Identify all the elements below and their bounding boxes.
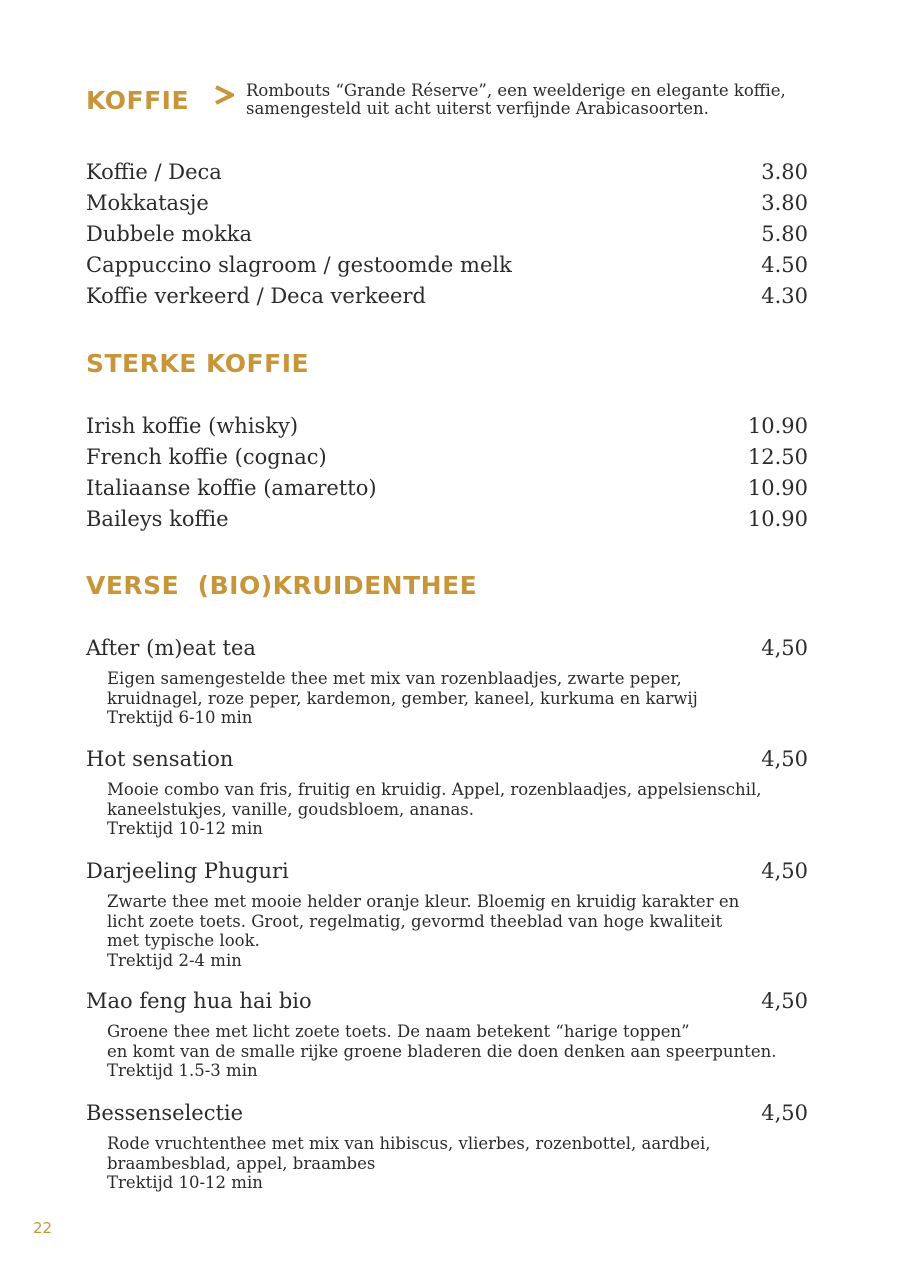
menu-item xyxy=(86,744,808,776)
description-line: licht zoete toets. Groot, regelmatig, gevormd theeblad van hoge kwaliteit xyxy=(107,911,723,931)
item-price: 3.80 xyxy=(761,160,808,184)
item-price: 4,50 xyxy=(761,747,808,771)
item-name: French koffie (cognac) xyxy=(86,445,327,469)
item-description xyxy=(107,669,808,728)
item-description xyxy=(107,1134,808,1193)
item-name: Koffie / Deca xyxy=(86,160,222,184)
description-line: Groene thee met licht zoete toets. De naam betekent “harige toppen” xyxy=(107,1022,690,1041)
menu-item xyxy=(86,473,808,504)
koffie-list xyxy=(86,157,808,312)
description-line: Trektijd 2-4 min xyxy=(107,951,242,971)
item-price: 4.50 xyxy=(761,253,808,277)
description-line: en komt van de smalle rijke groene bladeren die doen denken aan speerpunten. xyxy=(107,1041,777,1061)
item-price: 10.90 xyxy=(747,414,808,438)
item-name: Mao feng hua hai bio xyxy=(86,989,312,1013)
tea-item xyxy=(86,986,808,1081)
description-line: kruidnagel, roze peper, kardemon, gember, kaneel, kurkuma en karwij xyxy=(107,688,698,708)
description-line: Eigen samengestelde thee met mix van rozenblaadjes, zwarte peper, xyxy=(107,669,682,688)
item-name: Koffie verkeerd / Deca verkeerd xyxy=(86,284,426,308)
description-line: Trektijd 1.5-3 min xyxy=(107,1061,258,1081)
item-name: Bessenselectie xyxy=(86,1101,244,1125)
item-price: 4.30 xyxy=(761,284,808,308)
description-line: Trektijd 10-12 min xyxy=(107,819,263,839)
item-description xyxy=(107,892,808,971)
description-line: Mooie combo van fris, fruitig en kruidig. Appel, rozenblaadjes, appelsienschil, xyxy=(107,780,762,799)
item-name: After (m)eat tea xyxy=(86,636,256,660)
item-price: 10.90 xyxy=(747,507,808,531)
item-price: 4,50 xyxy=(761,636,808,660)
item-price: 4,50 xyxy=(761,1101,808,1125)
item-price: 3.80 xyxy=(761,191,808,215)
tea-item xyxy=(86,1098,808,1193)
menu-item xyxy=(86,633,808,665)
menu-item xyxy=(86,157,808,188)
description-line: met typische look. xyxy=(107,931,260,951)
section-title-thee: VERSE (BIO)KRUIDENTHEE xyxy=(86,571,478,600)
item-name: Mokkatasje xyxy=(86,191,209,215)
item-name: Dubbele mokka xyxy=(86,222,253,246)
item-price: 12.50 xyxy=(747,445,808,469)
menu-item xyxy=(86,1098,808,1130)
item-name: Darjeeling Phuguri xyxy=(86,859,289,883)
koffie-intro-text xyxy=(246,82,826,118)
menu-item xyxy=(86,188,808,219)
description-line: kaneelstukjes, vanille, goudsbloem, ananas. xyxy=(107,799,475,819)
menu-item xyxy=(86,411,808,442)
item-name: Hot sensation xyxy=(86,747,234,771)
sterke-koffie-list xyxy=(86,411,808,535)
description-line: Zwarte thee met mooie helder oranje kleur. Bloemig en kruidig karakter en xyxy=(107,892,740,911)
intro-line: Rombouts “Grande Réserve”, een weelderige en elegante koffie, xyxy=(246,81,786,100)
item-name: Cappuccino slagroom / gestoomde melk xyxy=(86,253,512,277)
menu-item xyxy=(86,504,808,535)
item-description xyxy=(107,1022,808,1081)
item-name: Baileys koffie xyxy=(86,507,229,531)
page-number: 22 xyxy=(33,1219,53,1237)
chevron-right-icon xyxy=(214,84,234,106)
description-line: Rode vruchtenthee met mix van hibiscus, vlierbes, rozenbottel, aardbei, xyxy=(107,1134,711,1153)
section-title-sterke-koffie: STERKE KOFFIE xyxy=(86,349,310,378)
menu-item xyxy=(86,281,808,312)
item-price: 10.90 xyxy=(747,476,808,500)
tea-item xyxy=(86,856,808,971)
item-price: 4,50 xyxy=(761,989,808,1013)
section-title-koffie: KOFFIE xyxy=(86,86,190,115)
menu-item xyxy=(86,219,808,250)
tea-item xyxy=(86,633,808,728)
intro-line: samengesteld uit acht uiterst verfijnde Arabicasoorten. xyxy=(246,99,709,118)
menu-item xyxy=(86,250,808,281)
item-name: Irish koffie (whisky) xyxy=(86,414,299,438)
item-price: 4,50 xyxy=(761,859,808,883)
description-line: Trektijd 6-10 min xyxy=(107,708,253,728)
item-name: Italiaanse koffie (amaretto) xyxy=(86,476,377,500)
description-line: Trektijd 10-12 min xyxy=(107,1173,263,1193)
tea-item xyxy=(86,744,808,839)
item-description xyxy=(107,780,808,839)
menu-item xyxy=(86,856,808,888)
item-price: 5.80 xyxy=(761,222,808,246)
description-line: braambesblad, appel, braambes xyxy=(107,1153,376,1173)
menu-item xyxy=(86,442,808,473)
menu-item xyxy=(86,986,808,1018)
